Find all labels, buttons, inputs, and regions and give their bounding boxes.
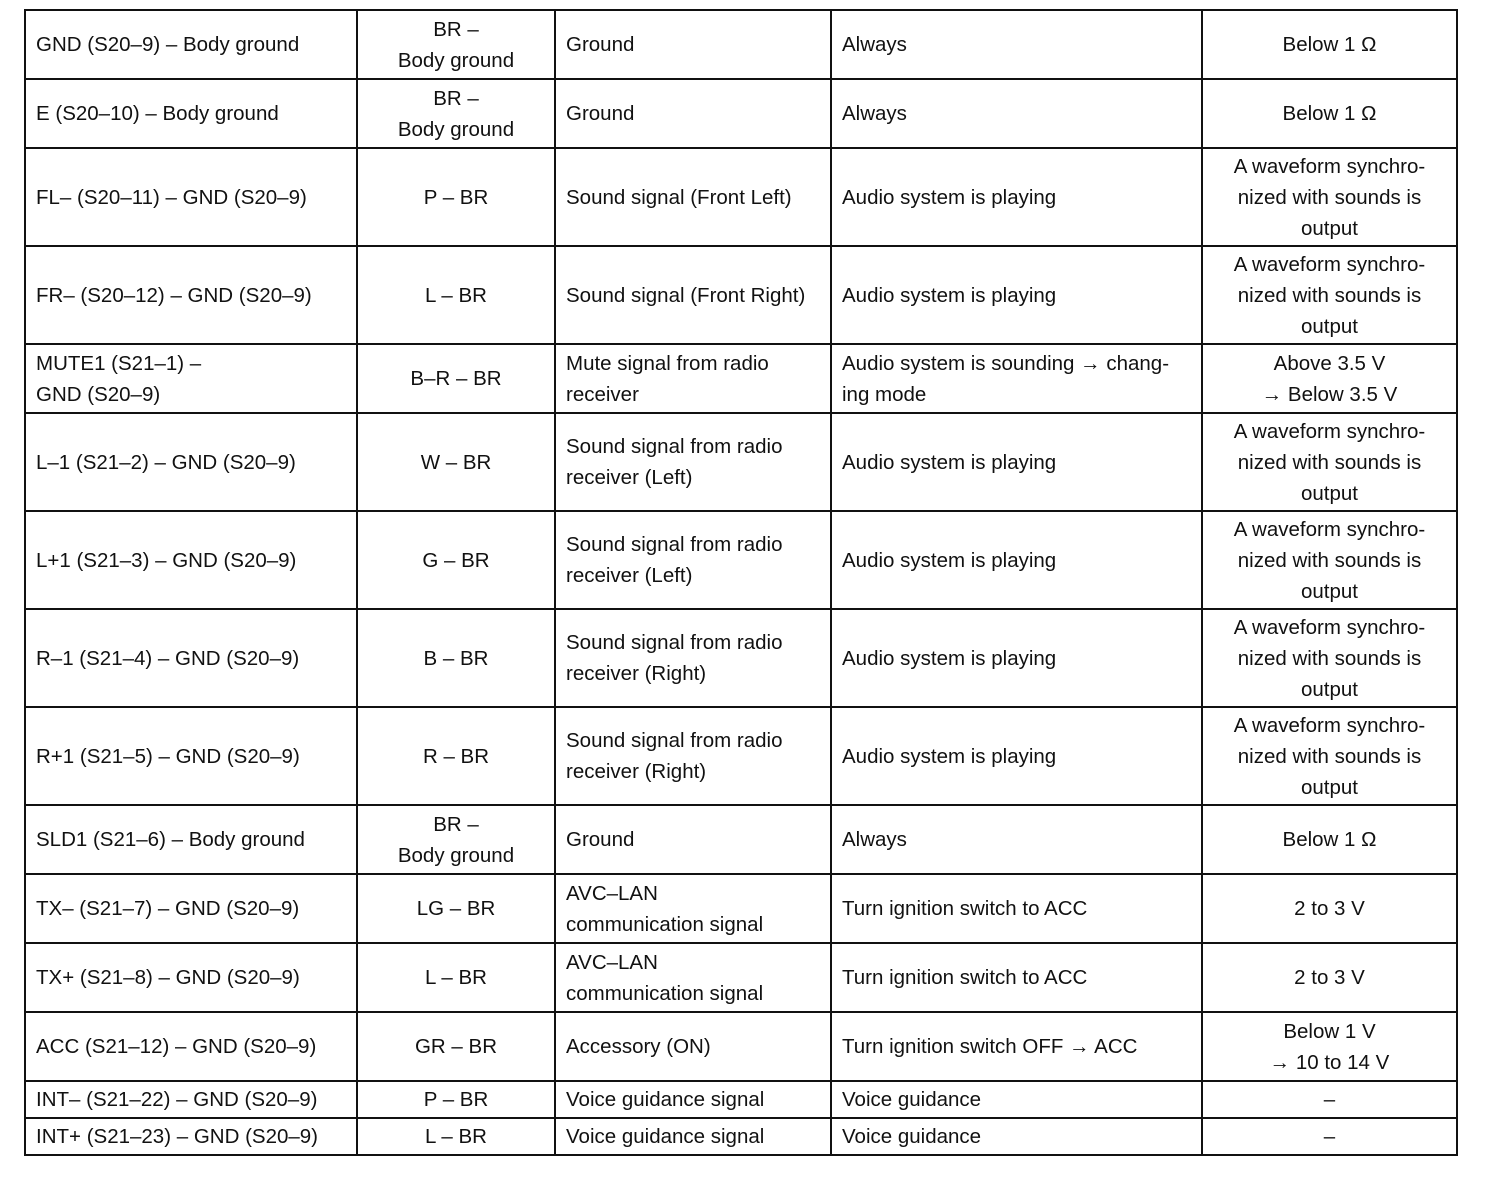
table-row: [25, 79, 1457, 148]
condition-cell: Audio system is playing: [831, 511, 1202, 609]
condition-cell: Voice guidance: [831, 1118, 1202, 1155]
table-row: [25, 10, 1457, 79]
specified-condition-cell: A waveform synchro- nized with sounds is output: [1202, 609, 1457, 707]
terminal-cell: L+1 (S21–3) – GND (S20–9): [25, 511, 357, 609]
specified-condition-cell: –: [1202, 1118, 1457, 1155]
specified-condition-cell: Below 1 Ω: [1202, 10, 1457, 79]
description-cell: Accessory (ON): [555, 1012, 831, 1081]
description-cell: Sound signal from radio receiver (Left): [555, 511, 831, 609]
wiring-color-cell: P – BR: [357, 1081, 555, 1118]
wiring-color-cell: L – BR: [357, 246, 555, 344]
terminal-cell: TX+ (S21–8) – GND (S20–9): [25, 943, 357, 1012]
description-cell: Ground: [555, 805, 831, 874]
wiring-color-cell: BR – Body ground: [357, 10, 555, 79]
terminal-cell: FL– (S20–11) – GND (S20–9): [25, 148, 357, 246]
wiring-color-cell: BR – Body ground: [357, 79, 555, 148]
table-row: [25, 874, 1457, 943]
description-cell: Ground: [555, 79, 831, 148]
terminal-cell: ACC (S21–12) – GND (S20–9): [25, 1012, 357, 1081]
condition-cell: Turn ignition switch to ACC: [831, 943, 1202, 1012]
terminal-cell: TX– (S21–7) – GND (S20–9): [25, 874, 357, 943]
terminal-cell: MUTE1 (S21–1) – GND (S20–9): [25, 344, 357, 413]
condition-cell: Turn ignition switch OFF → ACC: [831, 1012, 1202, 1081]
condition-cell: Always: [831, 10, 1202, 79]
description-cell: Ground: [555, 10, 831, 79]
wiring-color-cell: BR – Body ground: [357, 805, 555, 874]
table-row: [25, 805, 1457, 874]
specified-condition-cell: A waveform synchro- nized with sounds is output: [1202, 707, 1457, 805]
terminal-cell: SLD1 (S21–6) – Body ground: [25, 805, 357, 874]
condition-cell: Voice guidance: [831, 1081, 1202, 1118]
table-row: [25, 148, 1457, 246]
description-cell: Mute signal from radio receiver: [555, 344, 831, 413]
terminal-cell: INT+ (S21–23) – GND (S20–9): [25, 1118, 357, 1155]
terminal-cell: R+1 (S21–5) – GND (S20–9): [25, 707, 357, 805]
wiring-color-cell: L – BR: [357, 1118, 555, 1155]
condition-cell: Always: [831, 805, 1202, 874]
specified-condition-cell: 2 to 3 V: [1202, 874, 1457, 943]
terminal-cell: L–1 (S21–2) – GND (S20–9): [25, 413, 357, 511]
description-cell: Voice guidance signal: [555, 1118, 831, 1155]
specified-condition-cell: A waveform synchro- nized with sounds is output: [1202, 413, 1457, 511]
description-cell: Sound signal from radio receiver (Right): [555, 707, 831, 805]
terminal-cell: E (S20–10) – Body ground: [25, 79, 357, 148]
condition-cell: Turn ignition switch to ACC: [831, 874, 1202, 943]
terminal-cell: GND (S20–9) – Body ground: [25, 10, 357, 79]
table-row: [25, 1081, 1457, 1118]
table-row: [25, 707, 1457, 805]
specified-condition-cell: A waveform synchro- nized with sounds is output: [1202, 511, 1457, 609]
wiring-color-cell: W – BR: [357, 413, 555, 511]
wiring-color-cell: LG – BR: [357, 874, 555, 943]
description-cell: Sound signal (Front Right): [555, 246, 831, 344]
wiring-color-cell: G – BR: [357, 511, 555, 609]
table-row: [25, 609, 1457, 707]
terminal-cell: R–1 (S21–4) – GND (S20–9): [25, 609, 357, 707]
condition-cell: Audio system is playing: [831, 148, 1202, 246]
condition-cell: Audio system is sounding → chang- ing mode: [831, 344, 1202, 413]
terminal-spec-table: [24, 9, 1458, 1156]
description-cell: AVC–LAN communication signal: [555, 943, 831, 1012]
condition-cell: Audio system is playing: [831, 707, 1202, 805]
wiring-color-cell: R – BR: [357, 707, 555, 805]
specified-condition-cell: Below 1 V → 10 to 14 V: [1202, 1012, 1457, 1081]
description-cell: Sound signal (Front Left): [555, 148, 831, 246]
table-row: [25, 344, 1457, 413]
specified-condition-cell: –: [1202, 1081, 1457, 1118]
condition-cell: Audio system is playing: [831, 413, 1202, 511]
table-row: [25, 413, 1457, 511]
specified-condition-cell: Above 3.5 V → Below 3.5 V: [1202, 344, 1457, 413]
specified-condition-cell: A waveform synchro- nized with sounds is output: [1202, 148, 1457, 246]
specified-condition-cell: 2 to 3 V: [1202, 943, 1457, 1012]
wiring-color-cell: B–R – BR: [357, 344, 555, 413]
table-row: [25, 1118, 1457, 1155]
wiring-color-cell: L – BR: [357, 943, 555, 1012]
specified-condition-cell: Below 1 Ω: [1202, 79, 1457, 148]
description-cell: AVC–LAN communication signal: [555, 874, 831, 943]
table-row: [25, 943, 1457, 1012]
wiring-color-cell: P – BR: [357, 148, 555, 246]
condition-cell: Audio system is playing: [831, 609, 1202, 707]
description-cell: Voice guidance signal: [555, 1081, 831, 1118]
condition-cell: Always: [831, 79, 1202, 148]
wiring-color-cell: GR – BR: [357, 1012, 555, 1081]
table-row: [25, 246, 1457, 344]
description-cell: Sound signal from radio receiver (Right): [555, 609, 831, 707]
table-row: [25, 511, 1457, 609]
specified-condition-cell: Below 1 Ω: [1202, 805, 1457, 874]
specified-condition-cell: A waveform synchro- nized with sounds is output: [1202, 246, 1457, 344]
description-cell: Sound signal from radio receiver (Left): [555, 413, 831, 511]
wiring-color-cell: B – BR: [357, 609, 555, 707]
condition-cell: Audio system is playing: [831, 246, 1202, 344]
terminal-cell: INT– (S21–22) – GND (S20–9): [25, 1081, 357, 1118]
terminal-cell: FR– (S20–12) – GND (S20–9): [25, 246, 357, 344]
table-row: [25, 1012, 1457, 1081]
